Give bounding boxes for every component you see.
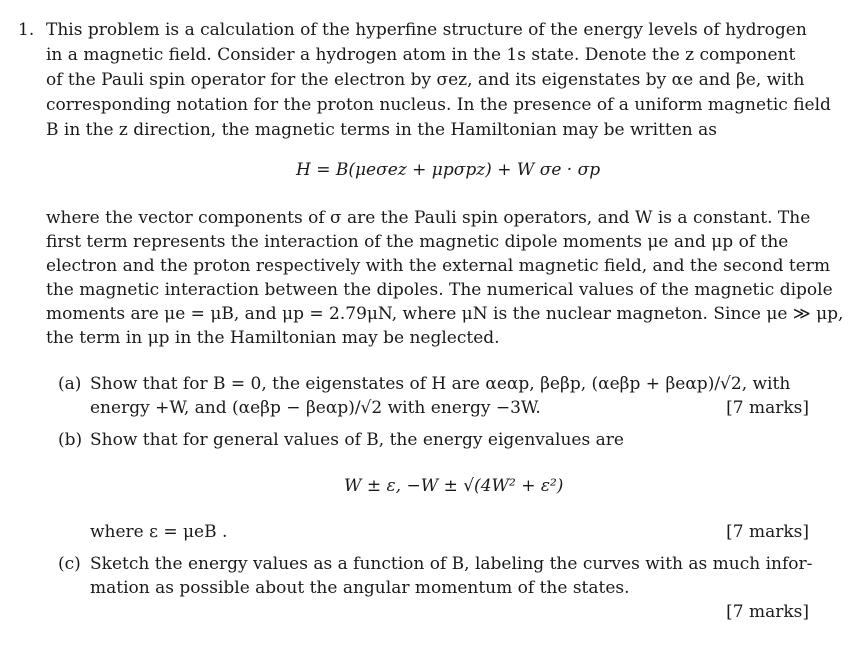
part-c-label: (c) (58, 554, 81, 574)
part-b-line: Show that for general values of B, the energy eigenvalues are (90, 430, 624, 450)
part-b-label: (b) (58, 430, 83, 450)
part-a-line-1: Show that for B = 0, the eigenstates of H are αeαp, βeβp, (αeβp + βeαp)/√2, with (90, 374, 791, 394)
middle-line-4: the magnetic interaction between the dipoles. The numerical values of the magnetic dipole (46, 280, 833, 300)
hamiltonian-equation: H = B(μeσez + μpσpz) + W σe · σp (296, 160, 601, 180)
intro-line-4: corresponding notation for the proton nucleus. In the presence of a uniform magnetic field (46, 95, 831, 115)
part-c-line-2: mation as possible about the angular momentum of the states. (90, 578, 630, 598)
middle-line-1: where the vector components of σ are the Pauli spin operators, and W is a constant. The (46, 208, 811, 228)
intro-line-1: This problem is a calculation of the hyperfine structure of the energy levels of hydrogen (46, 20, 807, 40)
intro-line-5: B in the z direction, the magnetic terms in the Hamiltonian may be written as (46, 120, 718, 140)
part-c-marks: [7 marks] (726, 602, 809, 622)
part-a-marks: [7 marks] (726, 398, 809, 418)
middle-line-5: moments are μe = μB, and μp = 2.79μN, where μN is the nuclear magneton. Since μe ≫ μp, (46, 304, 844, 324)
part-a-line-2: energy +W, and (αeβp − βeαp)/√2 with energy −3W. (90, 398, 541, 418)
intro-line-2: in a magnetic field. Consider a hydrogen atom in the 1s state. Denote the z component (46, 45, 796, 65)
middle-line-6: the term in μp in the Hamiltonian may be neglected. (46, 328, 500, 348)
middle-line-2: first term represents the interaction of the magnetic dipole moments μe and μp of the (46, 232, 789, 252)
eigenvalues-equation: W ± ε, −W ± √(4W² + ε²) (344, 476, 564, 496)
problem-number: 1. (18, 20, 35, 40)
middle-line-3: electron and the proton respectively with the external magnetic field, and the second term (46, 256, 831, 276)
intro-line-3: of the Pauli spin operator for the electron by σez, and its eigenstates by αe and βe, with (46, 70, 805, 90)
part-b-marks: [7 marks] (726, 522, 809, 542)
part-a-label: (a) (58, 374, 82, 394)
part-b-where: where ε = μeB . (90, 522, 228, 542)
part-c-line-1: Sketch the energy values as a function of B, labeling the curves with as much infor- (90, 554, 813, 574)
